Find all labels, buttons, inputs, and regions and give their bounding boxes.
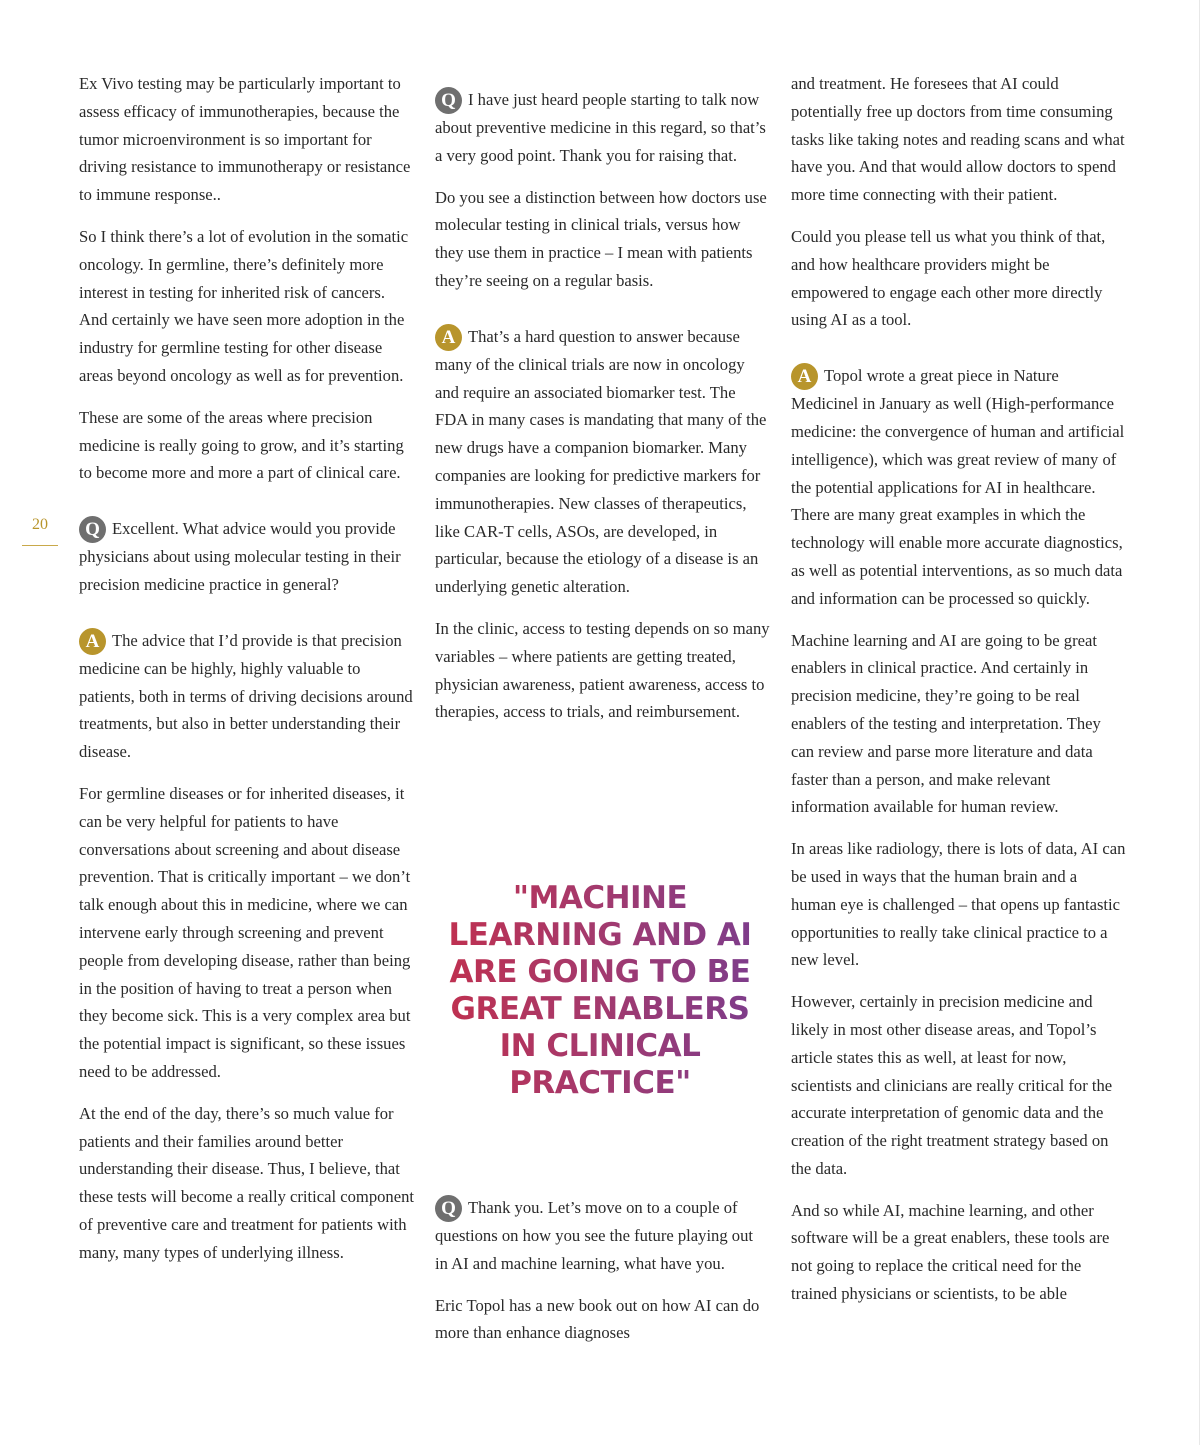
answer-paragraph: A That’s a hard question to answer because many of the clinical trials are now in oncology and require an associated biomarker test. The FDA in many cases is mandating that many of the new drugs have a companion biomarker. Many companies are looking for predictive markers for immunotherapies. New classes of therapeutics, like CAR-T cells, ASOs, are developed, in particular, because the etiology of a disease is an underlying genetic alteration. xyxy=(435,323,770,601)
answer-badge-icon: A xyxy=(435,324,462,351)
answer-paragraph: A The advice that I’d provide is that precision medicine can be highly, highly valuable to patients, both in terms of driving decisions around treatments, but also in better understanding their disease. xyxy=(79,627,414,766)
question-badge-icon: Q xyxy=(435,87,462,114)
answer-badge-icon: A xyxy=(791,363,818,390)
question-badge-icon: Q xyxy=(79,516,106,543)
paragraph: For germline diseases or for inherited diseases, it can be very helpful for patients to have conversations about screening and about disease prevention. That is critically important – we don’t talk enough about this in medicine, where we can intervene early through screening and prevent people from developing disease, rather than being in the position of having to treat a person when they become sick. This is a very complex area but the potential impact is significant, so these issues need to be addressed. xyxy=(79,783,411,1081)
paragraph: In areas like radiology, there is lots of data, AI can be used in ways that the human brain and a human eye is challenged – that opens up fantastic opportunities to really take clinical practice to a new level. xyxy=(791,839,1126,970)
page-number: 20 xyxy=(32,516,48,533)
column-2 xyxy=(435,86,770,740)
paragraph: and treatment. He foresees that AI could potentially free up doctors from time consuming tasks like taking notes and reading scans and what have you. And that would allow doctors to spend more time connecting with their patient. xyxy=(791,74,1125,205)
question-paragraph: Q I have just heard people starting to talk now about preventive medicine in this regard, so that’s a very good point. Thank you for raising that. xyxy=(435,86,770,170)
column-3 xyxy=(791,70,1126,1322)
answer-paragraph: A Topol wrote a great piece in Nature Medicinel in January as well (High-performance medicine: the convergence of human and artificial intelligence), which was great review of many of the potential applications for AI in healthcare. There are many great examples in which the technology will enable more accurate diagnostics, as well as potential interventions, as so much data and information can be processed so quickly. xyxy=(791,362,1126,612)
question-badge-icon: Q xyxy=(435,1195,462,1222)
paragraph: At the end of the day, there’s so much value for patients and their families around better understanding their disease. Thus, I believe, that these tests will become a really critical component of preventive care and treatment for patients with many, many types of underlying illness. xyxy=(79,1103,414,1262)
paragraph: However, certainly in precision medicine and likely in most other disease areas, and Topol’s article states this as well, at least for now, scientists and clinicians are really critical for the accurate interpretation of genomic data and the creation of the right treatment strategy based on the data. xyxy=(791,992,1113,1178)
page-number-rule xyxy=(22,545,58,546)
paragraph: Eric Topol has a new book out on how AI can do more than enhance diagnoses xyxy=(435,1295,760,1343)
paragraph: Ex Vivo testing may be particularly important to assess efficacy of immunotherapies, because the tumor microenvironment is so important for driving resistance to immunotherapy or resistance to immune response.. xyxy=(79,74,411,205)
paragraph: And so while AI, machine learning, and other software will be a great enablers, these tools are not going to replace the critical need for the trained physicians or scientists, to be able xyxy=(791,1200,1110,1304)
paragraph: These are some of the areas where precision medicine is really going to grow, and it’s starting to become more and more a part of clinical care. xyxy=(79,407,404,483)
pull-quote: "MACHINE LEARNING AND AI ARE GOING TO BE GREAT ENABLERS IN CLINICAL PRACTICE" xyxy=(440,880,760,1102)
question-paragraph: Q Thank you. Let’s move on to a couple of questions on how you see the future playing out in AI and machine learning, what have you. xyxy=(435,1194,770,1278)
question-paragraph: Q Excellent. What advice would you provide physicians about using molecular testing in their precision medicine practice in general? xyxy=(79,515,414,599)
paragraph: In the clinic, access to testing depends on so many variables – where patients are getting treated, physician awareness, patient awareness, access to therapies, access to trials, and reimbursement. xyxy=(435,618,770,722)
answer-badge-icon: A xyxy=(79,628,106,655)
column-1 xyxy=(79,70,414,1280)
paragraph: So I think there’s a lot of evolution in the somatic oncology. In germline, there’s definitely more interest in testing for inherited risk of cancers. And certainly we have seen more adoption in the industry for germline testing for other disease areas beyond oncology as well as for prevention. xyxy=(79,226,409,385)
paragraph: Could you please tell us what you think of that, and how healthcare providers might be empowered to engage each other more directly using AI as a tool. xyxy=(791,226,1106,330)
paragraph: Machine learning and AI are going to be great enablers in clinical practice. And certainly in precision medicine, they’re going to be real enablers of the testing and interpretation. They can review and parse more literature and data faster than a person, and make relevant information available for human review. xyxy=(791,630,1101,817)
paragraph: Do you see a distinction between how doctors use molecular testing in clinical trials, versus how they use them in practice – I mean with patients they’re seeing on a regular basis. xyxy=(435,187,767,290)
column-2-bottom xyxy=(435,1194,770,1361)
